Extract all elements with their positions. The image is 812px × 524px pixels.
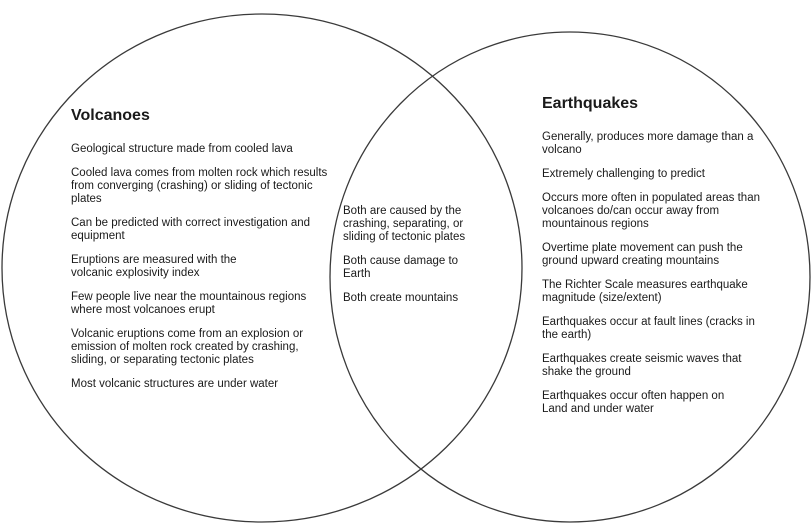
- earthquake-fact: Overtime plate movement can push the ground upward creating mountains: [542, 242, 743, 267]
- volcanoes-title: Volcanoes: [71, 107, 150, 124]
- earthquakes-facts-list: [542, 131, 774, 427]
- volcano-fact: Volcanic eruptions come from an explosion or emission of molten rock created by crashing, sliding, or separating tectonic plates: [71, 328, 304, 366]
- earthquake-fact: Generally, produces more damage than a volcano: [542, 131, 754, 156]
- earthquakes-title: Earthquakes: [542, 95, 639, 112]
- earthquake-fact: The Richter Scale measures earthquake magnitude (size/extent): [542, 279, 748, 304]
- volcano-fact: Cooled lava comes from molten rock which results from converging (crashing) or sliding of tectonic plates: [71, 167, 328, 205]
- shared-facts-list: [343, 205, 483, 316]
- volcano-fact: Geological structure made from cooled lava: [71, 143, 293, 155]
- volcano-fact: Eruptions are measured with the volcanic explosivity index: [71, 254, 237, 279]
- shared-fact: Both create mountains: [343, 292, 459, 304]
- earthquake-fact: Earthquakes occur often happen on Land and under water: [542, 390, 725, 415]
- shared-fact: Both are caused by the crashing, separating, or sliding of tectonic plates: [343, 205, 466, 243]
- earthquake-fact: Extremely challenging to predict: [542, 168, 705, 180]
- volcano-fact: Few people live near the mountainous regions where most volcanoes erupt: [71, 291, 307, 316]
- earthquake-fact: Earthquakes create seismic waves that shake the ground: [542, 353, 742, 378]
- earthquake-fact: Earthquakes occur at fault lines (cracks in the earth): [542, 316, 755, 341]
- earthquake-fact: Occurs more often in populated areas than volcanoes do/can occur away from mountainous regions: [542, 192, 760, 230]
- volcano-fact: Most volcanic structures are under water: [71, 378, 279, 390]
- volcanoes-facts-list: [71, 143, 337, 402]
- shared-fact: Both cause damage to Earth: [343, 255, 459, 280]
- volcano-fact: Can be predicted with correct investigation and equipment: [71, 217, 311, 242]
